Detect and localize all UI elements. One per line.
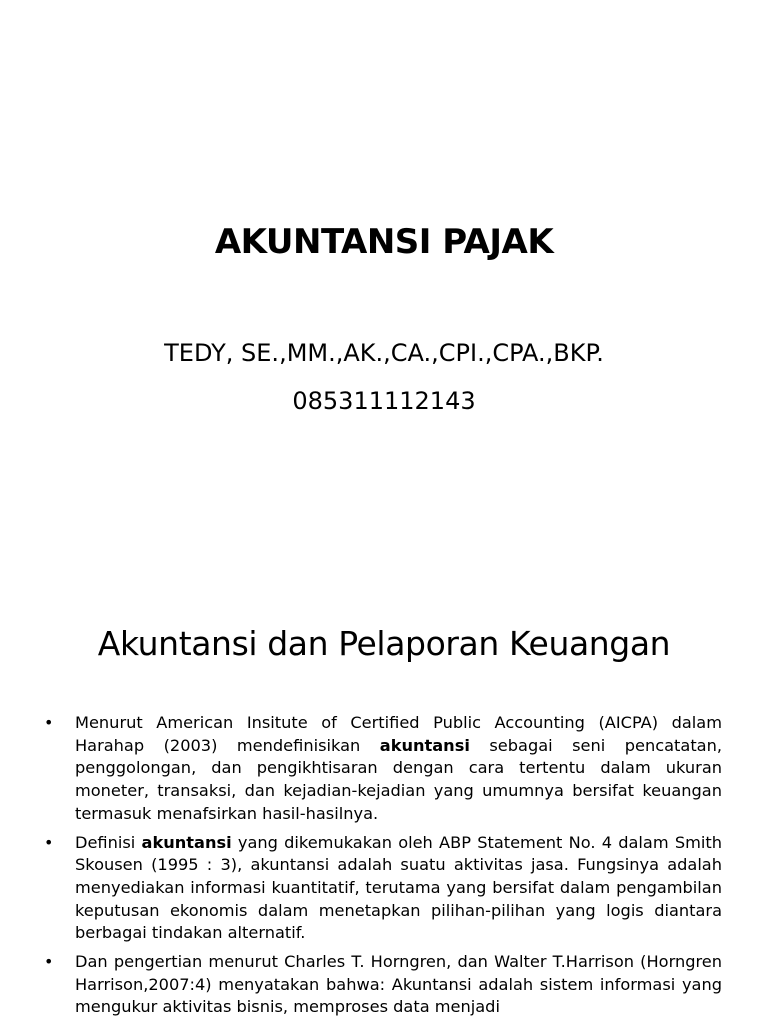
bullet-text-start: Menurut American Insitute of Certified Public Accounting (AICPA) dalam Harahap (2003) mendefinisikan (75, 713, 722, 755)
bullet-dot-icon: • (44, 952, 54, 972)
slide-heading: Akuntansi dan Pelaporan Keuangan (97, 624, 671, 663)
bullet-dot-icon: • (44, 713, 54, 732)
author-credentials: TEDY, SE.,MM.,AK.,CA.,CPI.,CPA.,BKP. (164, 339, 604, 367)
bullet-item-aicpa (44, 712, 722, 826)
bullet-keyword: akuntansi (379, 735, 470, 755)
bullet-text: Dan pengertian menurut Charles T. Horngren, dan Walter T.Harrison (Horngren Harrison,2007:4) menyatakan bahwa: Akuntansi adalah sistem informasi yang mengukur aktivitas bisnis, memproses data menjadi (75, 952, 722, 1017)
slide-content (0, 576, 768, 1024)
bullet-item-abp (44, 832, 722, 946)
bullet-text-end: sebagai seni pencatatan, penggolongan, dan pengikhtisaran dengan cara tertentu dalam ukuran moneter, transaksi, dan kejadian-kejadian yang umumnya bersifat keuangan termasuk menafsirkan hasil-hasilnya. (75, 735, 722, 823)
presentation-title: AKUNTANSI PAJAK (214, 222, 554, 262)
bullet-keyword: akuntansi (141, 832, 232, 852)
bullet-dot-icon: • (44, 832, 54, 852)
bullet-text-start: Definisi (75, 832, 142, 852)
author-phone: 085311112143 (292, 387, 476, 415)
bullet-item-horngren (44, 951, 722, 1019)
bullet-list (44, 712, 722, 1024)
bullet-text-end: yang dikemukakan oleh ABP Statement No. 4 dalam Smith Skousen (1995 : 3), akuntansi adalah suatu aktivitas jasa. Fungsinya adalah menyediakan informasi kuantitatif, terutama yang bersifat dalam pengambilan keputusan ekonomis dalam menetapkan pilihan-pilihan yang logis diantara berbagai tindakan alternatif. (75, 832, 722, 943)
